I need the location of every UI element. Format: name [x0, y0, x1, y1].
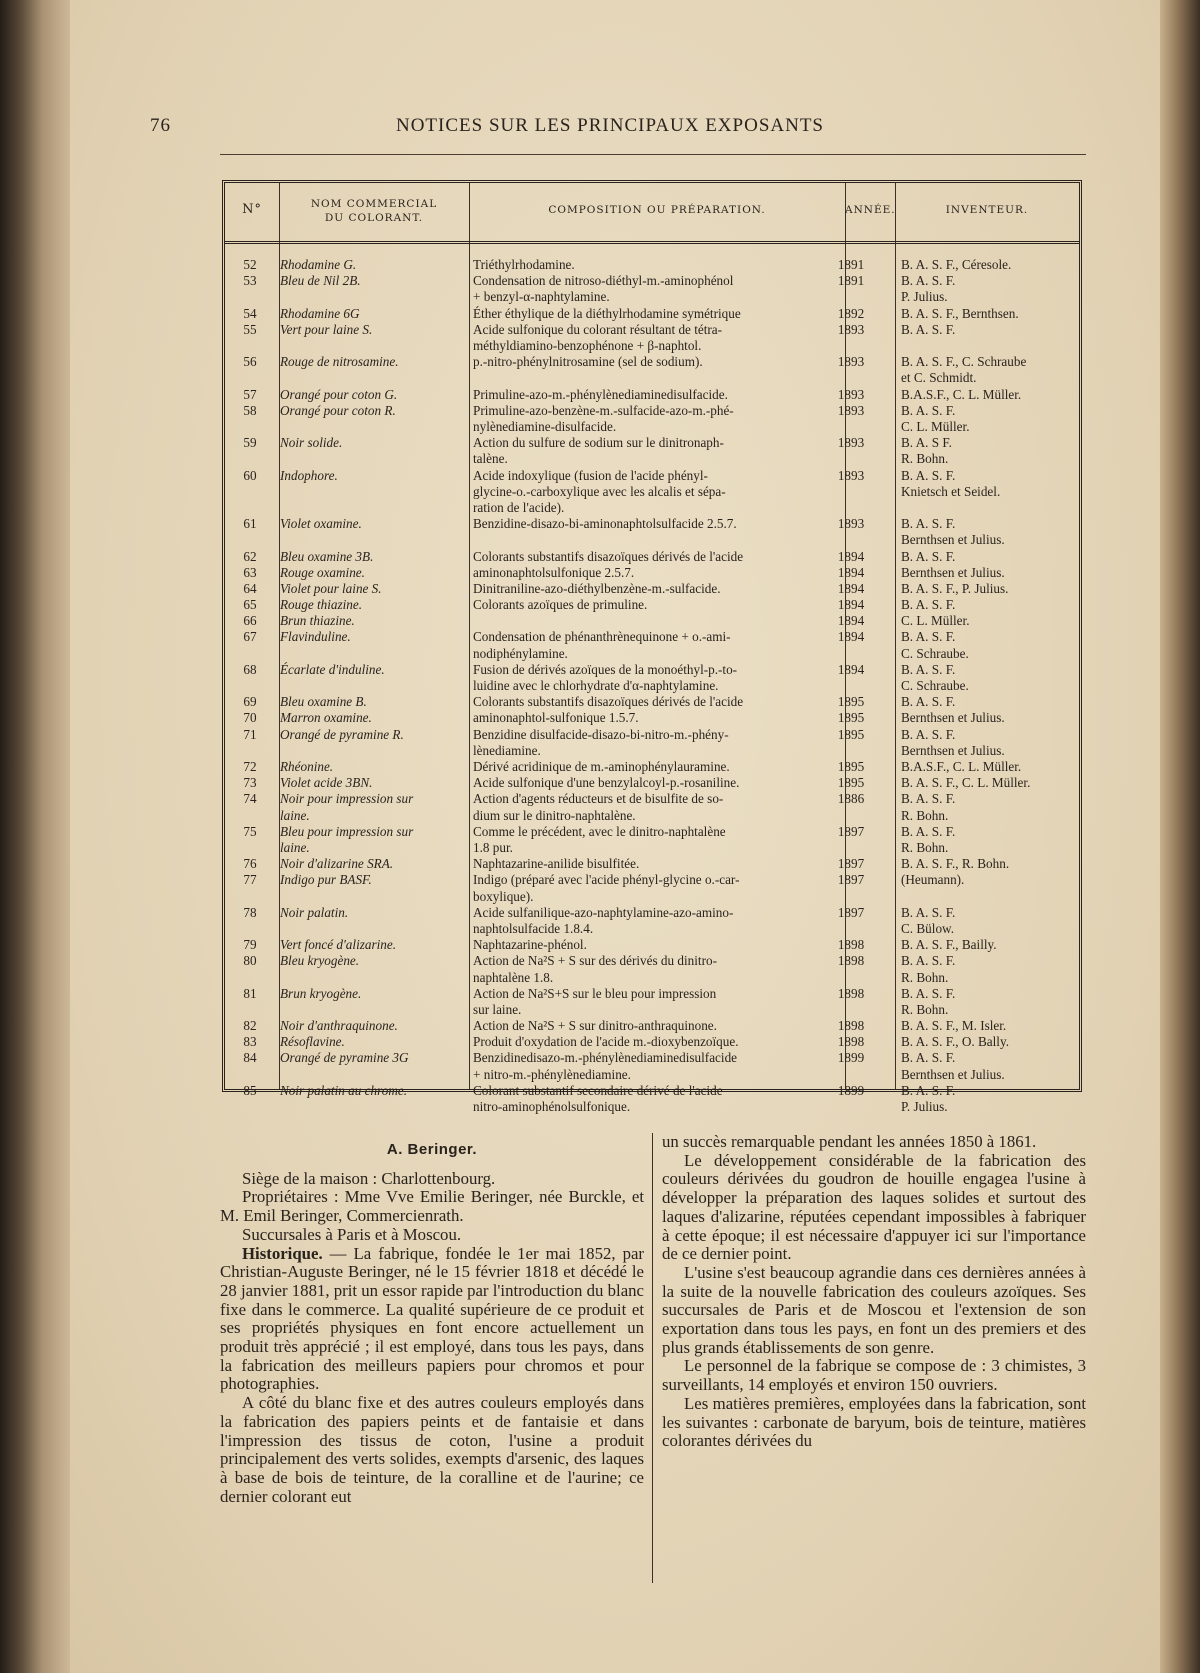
article-left-column: [220, 1133, 644, 1506]
row-composition-text: Colorant substantif secondaire dérivé de l'acide nitro-aminophénolsulfonique.: [473, 1082, 723, 1115]
row-composition-text: Action d'agents réducteurs et de bisulfite de so- dium sur le dinitro-naphtalène.: [473, 791, 724, 823]
row-dye-name: Noir d'anthraquinone.: [280, 1018, 398, 1034]
row-number: 61: [243, 516, 257, 532]
row-number: 71: [243, 726, 257, 742]
row-inventor: B. A. S. F. C. Bülow.: [901, 904, 956, 936]
row-inventor: B. A. S. F. R. Bohn.: [901, 823, 956, 855]
row-number: 60: [243, 467, 257, 483]
row-number: 76: [243, 856, 257, 872]
table-row: [225, 1034, 1079, 1050]
row-composition-text: Condensation de nitroso-diéthyl-m.-aminophénol + benzyl-α-naphtylamine.: [473, 273, 734, 305]
row-number: 56: [243, 354, 257, 370]
row-inventor: B.A.S.F., C. L. Müller.: [901, 758, 1022, 774]
row-dye-name: Orangé pour coton G.: [280, 386, 398, 402]
article-right-column: [662, 1133, 1086, 1451]
row-dye-name: Rouge de nitrosamine.: [280, 354, 399, 370]
row-year: 1895: [837, 710, 865, 726]
table-row: [225, 872, 1079, 904]
table-row: [225, 694, 1079, 710]
row-year: 1898: [837, 985, 865, 1001]
row-year: 1893: [837, 402, 865, 418]
row-number: 77: [243, 872, 257, 888]
table-row: [225, 986, 1079, 1018]
table-row: [225, 597, 1079, 613]
row-number: 78: [243, 904, 257, 920]
row-inventor: B. A. S. F.: [901, 321, 956, 337]
article-title: A. Beringer.: [386, 1141, 478, 1158]
row-year: 1893: [837, 516, 865, 532]
row-number: 52: [243, 257, 257, 272]
row-composition-text: Benzidine disulfacide-disazo-bi-nitro-m.-phény- lènediamine.: [473, 726, 729, 758]
row-dye-name: Orangé de pyramine 3G: [280, 1050, 409, 1066]
row-inventor: B. A. S. F.: [901, 548, 956, 564]
row-dye-name: Noir pour impression sur laine.: [280, 791, 414, 823]
table-row: [225, 1050, 1079, 1082]
row-dye-name: Rhéonine.: [280, 758, 334, 774]
row-composition-text: Condensation de phénanthrènequinone + o.-ami- nodiphénylamine.: [473, 629, 731, 661]
row-inventor: B. A. S. F. Bernthsen et Julius.: [901, 726, 1005, 758]
row-dye-name: Violet pour laine S.: [280, 580, 382, 596]
row-dye-name: Rouge oxamine.: [280, 564, 365, 580]
book-edge-left: [0, 0, 70, 1673]
row-inventor: B. A. S. F., Céresole.: [901, 257, 1012, 272]
row-year: 1893: [837, 321, 865, 337]
row-number: 70: [243, 710, 257, 726]
row-composition-text: p.-nitro-phénylnitrosamine (sel de sodium).: [473, 354, 703, 370]
row-dye-name: Rouge thiazine.: [280, 597, 363, 613]
row-composition-text: aminonaphtol-sulfonique 1.5.7.: [473, 710, 639, 726]
table-row: [225, 1018, 1079, 1034]
row-number: 79: [243, 937, 257, 953]
row-dye-name: Violet oxamine.: [280, 516, 362, 532]
row-inventor: B. A. S. F. P. Julius.: [901, 273, 956, 305]
article-paragraph: Propriétaires : Mme Vve Emilie Beringer, née Burckle, et M. Emil Beringer, Commercienrath.: [220, 1187, 644, 1226]
row-year: 1893: [837, 467, 865, 483]
row-number: 54: [243, 305, 257, 321]
row-composition-text: Naphtazarine-phénol.: [473, 937, 587, 953]
row-dye-name: Vert pour laine S.: [280, 321, 373, 337]
table-row: [225, 937, 1079, 953]
article-paragraph: Le personnel de la fabrique se compose de : 3 chimistes, 3 surveillants, 14 employés et environ 150 ouvriers.: [662, 1356, 1086, 1395]
table-row: [225, 581, 1079, 597]
row-inventor: B. A. S. F., Bailly.: [901, 937, 997, 953]
column-divider: [652, 1133, 653, 1583]
row-inventor: Bernthsen et Julius.: [901, 710, 1005, 726]
row-year: 1897: [837, 904, 865, 920]
row-year: 1898: [837, 937, 865, 953]
row-number: 55: [243, 321, 257, 337]
row-inventor: B. A. S. F., M. Isler.: [901, 1018, 1007, 1034]
row-year: 1893: [837, 354, 865, 370]
row-dye-name: Résoflavine.: [280, 1034, 345, 1050]
row-inventor: C. L. Müller.: [901, 613, 970, 629]
row-year: 1895: [837, 758, 865, 774]
row-number: 65: [243, 597, 257, 613]
row-composition-text: aminonaphtolsulfonique 2.5.7.: [473, 564, 635, 580]
table-row: [225, 662, 1079, 694]
row-composition-text: Primuline-azo-benzène-m.-sulfacide-azo-m.-phé- nylènediamine-disulfacide.: [473, 402, 734, 434]
row-number: 62: [243, 548, 257, 564]
row-dye-name: Violet acide 3BN.: [280, 775, 373, 791]
table-row: [225, 403, 1079, 435]
row-composition-text: Acide sulfanilique-azo-naphtylamine-azo-amino- naphtolsulfacide 1.8.4.: [473, 904, 734, 936]
table-row: [225, 435, 1079, 467]
table-row: [225, 565, 1079, 581]
row-composition-text: Indigo (préparé avec l'acide phényl-glycine o.-car- boxylique).: [473, 872, 740, 904]
table-row: [225, 710, 1079, 726]
header-rule-double: [225, 241, 1079, 244]
table-body: [225, 257, 1079, 1115]
row-composition-text: Colorants azoïques de primuline.: [473, 597, 648, 613]
row-inventor: B. A. S. F., R. Bohn.: [901, 856, 1010, 872]
table-row: [225, 549, 1079, 565]
row-dye-name: Bleu de Nil 2B.: [280, 273, 361, 289]
table-row: [225, 306, 1079, 322]
row-number: 67: [243, 629, 257, 645]
table-row: [225, 953, 1079, 985]
row-composition-text: Naphtazarine-anilide bisulfitée.: [473, 856, 640, 872]
row-dye-name: Noir palatin au chrome.: [280, 1082, 407, 1098]
row-inventor: B. A. S. F. C. L. Müller.: [901, 402, 970, 434]
table-row: [225, 273, 1079, 305]
historique-text: — La fabrique, fondée le 1er mai 1852, par Christian-Auguste Beringer, né le 15 février 1818 et décédé le 28 janvier 1881, prit un essor rapide par l'introduction du blanc fixe dans le commerce. La qualité supérieure de ce produit et ses propriétés physiques en font encore actuellement un produit très apprécié ; il est employé, dans tous les pays, dans la fabrication des meilleurs papiers pour chromos et pour photographies.: [220, 1243, 644, 1394]
table-row: [225, 824, 1079, 856]
row-number: 59: [243, 435, 257, 451]
article-paragraph: un succès remarquable pendant les années 1850 à 1861.: [662, 1132, 1037, 1151]
row-composition-text: Fusion de dérivés azoïques de la monoéthyl-p.-to- luidine avec le chlorhydrate d'α-naphtylamine.: [473, 661, 738, 694]
header-inventor: INVENTEUR.: [945, 204, 1029, 216]
row-inventor: B. A. S. F. C. Schraube.: [901, 629, 969, 661]
page-header: [150, 115, 1090, 145]
row-year: 1892: [837, 305, 865, 321]
row-year: 1894: [837, 548, 865, 564]
article-paragraph: Le développement considérable de la fabrication des couleurs dérivées du goudron de houille engagea l'usine à développer la préparation des laques solides et surtout des laques d'alizarine, réputées cependant impossibles à fabriquer à cette époque; il est nécessaire d'appuyer ici sur l'importance de ce dernier point.: [662, 1150, 1086, 1264]
header-year: ANNÉE.: [845, 204, 896, 216]
row-inventor: B. A. S. F., P. Julius.: [901, 580, 1009, 596]
header-rule: [220, 154, 1086, 155]
row-year: 1891: [837, 257, 865, 272]
row-dye-name: Écarlate d'induline.: [280, 661, 385, 677]
row-inventor: B. A. S F. R. Bohn.: [901, 435, 952, 467]
row-composition-text: Colorants substantifs disazoïques dérivés de l'acide: [473, 694, 744, 710]
row-composition-text: Benzidine-disazo-bi-aminonaphtolsulfacide 2.5.7.: [473, 516, 737, 532]
row-inventor: B. A. S. F. Knietsch et Seidel.: [901, 467, 1001, 499]
row-composition-text: Action de Na²S + S sur dinitro-anthraquinone.: [473, 1018, 717, 1034]
row-dye-name: Noir d'alizarine SRA.: [280, 856, 394, 872]
row-inventor: B.A.S.F., C. L. Müller.: [901, 386, 1022, 402]
row-composition-text: Acide sulfonique du colorant résultant de tétra- méthyldiamino-benzophénone + β-naphtol.: [473, 321, 723, 353]
table-row: [225, 468, 1079, 517]
row-year: 1899: [837, 1050, 865, 1066]
row-inventor: B. A. S. F.: [901, 597, 956, 613]
row-composition-text: Action du sulfure de sodium sur le dinitronaph- talène.: [473, 435, 724, 467]
dye-table: [222, 180, 1082, 1115]
row-inventor: B. A. S. F., C. L. Müller.: [901, 775, 1031, 791]
row-number: 82: [243, 1018, 257, 1034]
row-number: 66: [243, 613, 257, 629]
row-number: 68: [243, 661, 257, 677]
row-inventor: B. A. S. F. Bernthsen et Julius.: [901, 1050, 1005, 1082]
row-composition-text: Comme le précédent, avec le dinitro-naphtalène 1.8 pur.: [473, 823, 726, 855]
row-number: 58: [243, 402, 257, 418]
row-dye-name: Flavinduline.: [280, 629, 351, 645]
row-number: 57: [243, 386, 257, 402]
row-inventor: (Heumann).: [901, 872, 965, 888]
row-inventor: B. A. S. F. Bernthsen et Julius.: [901, 516, 1005, 548]
row-dye-name: Vert foncé d'alizarine.: [280, 937, 396, 953]
row-year: 1898: [837, 953, 865, 969]
table-row: [225, 1083, 1079, 1115]
table-row: [225, 629, 1079, 661]
row-composition-text: Produit d'oxydation de l'acide m.-dioxybenzoïque.: [473, 1034, 739, 1050]
historique-label: Historique.: [242, 1243, 323, 1263]
row-number: 84: [243, 1050, 257, 1066]
row-year: 1895: [837, 726, 865, 742]
row-dye-name: Rhodamine 6G: [280, 305, 360, 321]
row-dye-name: Bleu kryogène.: [280, 953, 360, 969]
row-composition-text: Action de Na²S + S sur des dérivés du dinitro- naphtalène 1.8.: [473, 953, 717, 985]
row-number: 53: [243, 273, 257, 289]
row-inventor: B. A. S. F. R. Bohn.: [901, 953, 956, 985]
row-number: 85: [243, 1082, 257, 1098]
row-dye-name: Bleu oxamine B.: [280, 694, 367, 710]
table-row: [225, 905, 1079, 937]
row-inventor: B. A. S. F.: [901, 694, 956, 710]
row-dye-name: Indophore.: [280, 467, 338, 483]
row-number: 81: [243, 985, 257, 1001]
row-dye-name: Brun thiazine.: [280, 613, 355, 629]
article-paragraph: Les matières premières, employées dans la fabrication, sont les suivantes : carbonate de baryum, bois de teinture, matières colorantes dérivées du: [662, 1393, 1086, 1451]
row-dye-name: Orangé pour coton R.: [280, 402, 396, 418]
row-inventor: Bernthsen et Julius.: [901, 564, 1005, 580]
row-dye-name: Noir solide.: [280, 435, 343, 451]
row-year: 1886: [837, 791, 865, 807]
row-dye-name: Rhodamine G.: [280, 257, 357, 272]
header-num: N°: [242, 202, 262, 217]
row-dye-name: Marron oxamine.: [280, 710, 372, 726]
table-row: [225, 791, 1079, 823]
row-dye-name: Orangé de pyramine R.: [280, 726, 404, 742]
row-year: 1894: [837, 613, 865, 629]
row-number: 69: [243, 694, 257, 710]
table-row: [225, 759, 1079, 775]
table-row: [225, 727, 1079, 759]
row-composition-text: Triéthylrhodamine.: [473, 257, 575, 272]
row-year: 1894: [837, 564, 865, 580]
row-year: 1893: [837, 435, 865, 451]
running-title: NOTICES SUR LES PRINCIPAUX EXPOSANTS: [395, 115, 825, 136]
article-paragraph: Siège de la maison : Charlottenbourg.: [242, 1168, 496, 1188]
row-year: 1894: [837, 629, 865, 645]
row-year: 1897: [837, 856, 865, 872]
table-row: [225, 613, 1079, 629]
row-dye-name: Indigo pur BASF.: [280, 872, 372, 888]
row-inventor: B. A. S. F. P. Julius.: [901, 1082, 956, 1115]
row-year: 1894: [837, 661, 865, 677]
row-composition-text: Dinitraniline-azo-diéthylbenzène-m.-sulfacide.: [473, 580, 721, 596]
row-composition-text: Benzidinedisazo-m.-phénylènediaminedisulfacide + nitro-m.-phénylènediamine.: [473, 1050, 738, 1082]
row-composition-text: Colorants substantifs disazoïques dérivés de l'acide: [473, 548, 744, 564]
row-number: 63: [243, 564, 257, 580]
row-number: 83: [243, 1034, 257, 1050]
row-year: 1898: [837, 1034, 865, 1050]
row-composition-text: Acide indoxylique (fusion de l'acide phényl- glycine-o.-carboxylique avec les alcalis et sépa- ration de l'acide).: [473, 467, 726, 515]
row-year: 1894: [837, 580, 865, 596]
row-inventor: B. A. S. F. R. Bohn.: [901, 985, 956, 1017]
table-row: [225, 516, 1079, 548]
article-paragraph: A côté du blanc fixe et des autres couleurs employés dans la fabrication des papiers peints et de fantaisie et dans l'impression des tissus de coton, l'usine a produit principalement des verts solides, exempts d'arsenic, des laques à base de bois de teinture, de la coralline et de l'aurine; ce dernier colorant eut: [220, 1393, 644, 1506]
row-inventor: B. A. S. F., C. Schraube et C. Schmidt.: [901, 354, 1027, 386]
row-year: 1891: [837, 273, 865, 289]
row-year: 1893: [837, 386, 865, 402]
table-row: [225, 257, 1079, 273]
row-year: 1895: [837, 694, 865, 710]
row-inventor: B. A. S. F. R. Bohn.: [901, 791, 956, 823]
book-edge-right: [1160, 0, 1200, 1673]
row-number: 72: [243, 758, 257, 774]
row-number: 73: [243, 775, 257, 791]
table-row: [225, 354, 1079, 386]
row-year: 1898: [837, 1018, 865, 1034]
row-dye-name: Bleu oxamine 3B.: [280, 548, 374, 564]
row-year: 1897: [837, 823, 865, 839]
article-paragraph-historique: [220, 1245, 644, 1395]
row-number: 75: [243, 823, 257, 839]
header-composition: COMPOSITION OU PRÉPARATION.: [548, 204, 766, 216]
row-inventor: B. A. S. F., Bernthsen.: [901, 305, 1019, 321]
row-composition-text: Action de Na²S+S sur le bleu pour impression sur laine.: [473, 985, 717, 1017]
row-composition-text: Dérivé acridinique de m.-aminophénylauramine.: [473, 758, 730, 774]
header-name: NOM COMMERCIAL DU COLORANT.: [310, 198, 438, 224]
row-inventor: B. A. S. F., O. Bally.: [901, 1034, 1010, 1050]
row-number: 80: [243, 953, 257, 969]
table-row: [225, 387, 1079, 403]
table-row: [225, 856, 1079, 872]
row-year: 1894: [837, 597, 865, 613]
row-inventor: B. A. S. F. C. Schraube.: [901, 661, 969, 694]
row-composition-text: Primuline-azo-m.-phénylènediaminedisulfacide.: [473, 386, 728, 402]
row-number: 74: [243, 791, 257, 807]
row-dye-name: Bleu pour impression sur laine.: [280, 823, 414, 855]
page-number: 76: [150, 115, 171, 136]
row-year: 1899: [837, 1082, 865, 1098]
row-year: 1895: [837, 775, 865, 791]
row-dye-name: Noir palatin.: [280, 904, 349, 920]
row-year: 1897: [837, 872, 865, 888]
row-composition-text: Acide sulfonique d'une benzylalcoyl-p.-rosaniline.: [473, 775, 740, 791]
table-row: [225, 775, 1079, 791]
row-number: 64: [243, 580, 257, 596]
row-composition-text: Éther éthylique de la diéthylrhodamine symétrique: [473, 305, 741, 321]
table-row: [225, 322, 1079, 354]
row-dye-name: Brun kryogène.: [280, 985, 362, 1001]
article-paragraph: Succursales à Paris et à Moscou.: [242, 1224, 462, 1244]
article-paragraph: L'usine s'est beaucoup agrandie dans ces dernières années à la suite de la nouvelle fabrication des couleurs azoïques. Ses succursales de Paris et de Moscou et l'extension de son exportation dans tous les pays, en font un des premiers et des plus grands établissements de son genre.: [662, 1262, 1086, 1357]
